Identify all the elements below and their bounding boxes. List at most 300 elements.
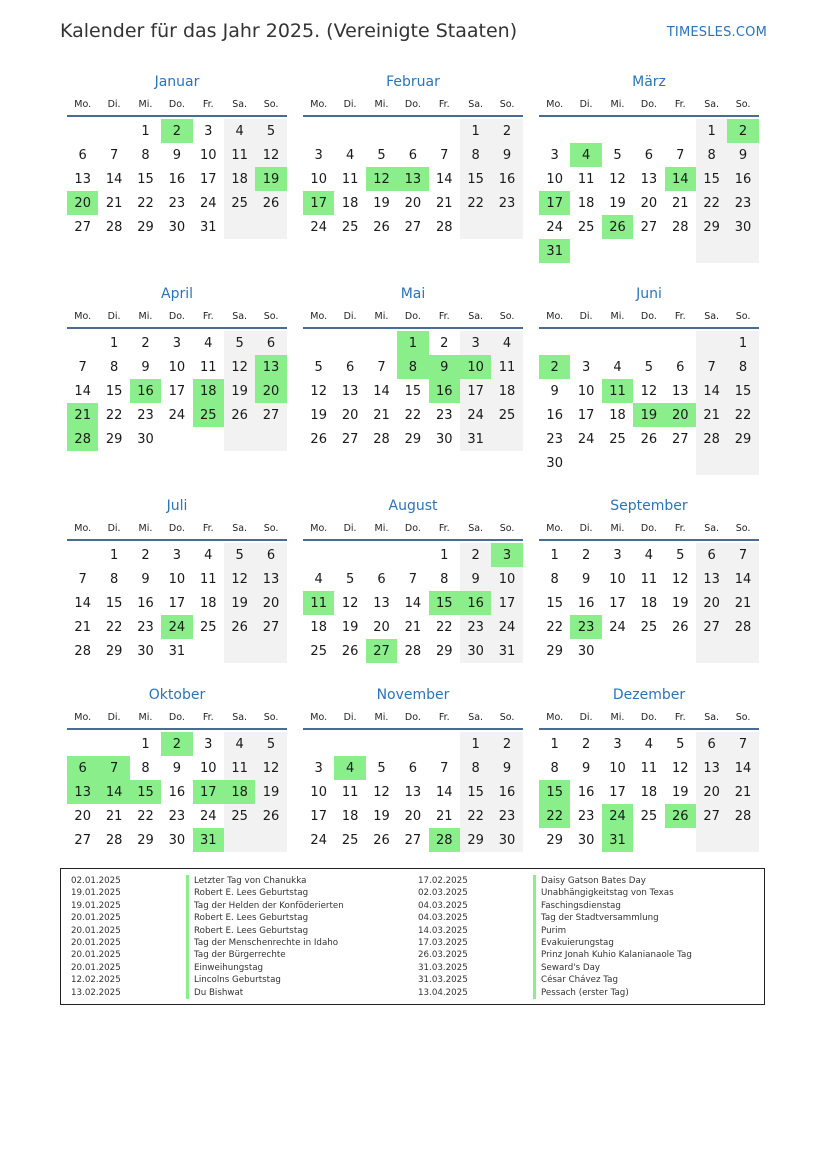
day-cell: 25 [609, 431, 626, 447]
weekday-label: So. [499, 311, 515, 322]
day-cell: 14 [696, 379, 727, 403]
day-cell: 16 [168, 171, 186, 187]
day-cell: 9 [581, 571, 591, 587]
day-cell: 15 [137, 171, 154, 187]
holiday-date: 04.03.2025 [418, 913, 468, 924]
day-cell: 20 [255, 379, 286, 403]
day-cell: 26 [665, 804, 696, 828]
weekday-label: Di. [343, 523, 357, 534]
empty-day-cell [303, 732, 334, 756]
holiday-row [418, 925, 692, 937]
holiday-list-left [71, 875, 344, 999]
holiday-date: 31.03.2025 [418, 975, 468, 986]
holiday-name: César Chávez Tag [533, 974, 618, 986]
day-cell: 6 [67, 756, 98, 780]
day-cell: 30 [168, 219, 186, 235]
day-cell: 7 [78, 359, 87, 375]
weekday-label: Sa. [468, 523, 484, 534]
month-februar [303, 72, 523, 239]
day-cell: 14 [404, 595, 422, 611]
empty-day-cell [665, 119, 696, 143]
day-grid [539, 543, 759, 663]
weekday-label: So. [735, 523, 751, 534]
day-cell: 11 [577, 171, 595, 187]
day-cell: 11 [341, 171, 359, 187]
day-cell: 29 [546, 832, 563, 848]
holiday-name: Evakuierungstag [533, 937, 614, 949]
months-grid [67, 72, 761, 862]
day-cell: 20 [404, 808, 422, 824]
day-cell: 25 [193, 403, 224, 427]
holiday-name: Purim [533, 925, 566, 937]
day-cell: 31 [539, 239, 570, 263]
month-name: November [376, 687, 450, 703]
day-cell: 3 [613, 547, 622, 563]
day-cell: 15 [460, 780, 491, 804]
day-cell: 18 [341, 195, 359, 211]
day-cell: 23 [460, 615, 491, 639]
day-cell: 30 [137, 643, 154, 659]
empty-day-cell [696, 639, 727, 663]
day-cell: 28 [671, 219, 689, 235]
day-cell: 25 [199, 619, 217, 635]
empty-day-cell [255, 215, 286, 239]
day-cell: 25 [491, 403, 522, 427]
day-cell: 6 [644, 147, 653, 163]
day-cell: 8 [440, 571, 449, 587]
day-cell: 24 [577, 431, 595, 447]
day-cell: 19 [255, 167, 286, 191]
day-cell: 21 [67, 403, 98, 427]
empty-day-cell [98, 119, 129, 143]
day-cell: 9 [141, 359, 150, 375]
day-cell: 1 [460, 732, 491, 756]
holiday-name: Tag der Helden der Konföderierten [186, 900, 344, 912]
empty-day-cell [161, 427, 192, 451]
month-mai [303, 284, 523, 451]
day-cell: 30 [577, 832, 595, 848]
day-cell: 28 [429, 828, 460, 852]
weekday-label: Fr. [438, 523, 450, 534]
holiday-date: 26.03.2025 [418, 950, 468, 961]
day-cell: 2 [161, 119, 192, 143]
day-cell: 22 [546, 619, 563, 635]
day-cell: 28 [74, 643, 91, 659]
weekday-label: Fr. [674, 523, 686, 534]
holiday-date: 19.01.2025 [71, 888, 121, 899]
empty-day-cell [491, 215, 522, 239]
empty-day-cell [570, 239, 601, 263]
day-cell: 15 [404, 383, 422, 399]
day-cell: 12 [609, 171, 626, 187]
day-cell: 5 [644, 359, 653, 375]
day-cell: 25 [224, 804, 255, 828]
holiday-row [71, 875, 344, 887]
weekday-label: Sa. [468, 712, 484, 723]
weekday-label: Fr. [438, 99, 450, 110]
empty-day-cell [570, 451, 601, 475]
weekday-label: Di. [579, 311, 593, 322]
day-cell: 16 [577, 784, 595, 800]
holiday-name: Tag der Stadtversammlung [533, 912, 659, 924]
month-name: Juni [636, 286, 662, 302]
day-cell: 5 [314, 359, 323, 375]
day-cell: 7 [98, 756, 129, 780]
day-cell: 4 [491, 331, 522, 355]
month-september [539, 496, 759, 663]
day-cell: 19 [671, 595, 689, 611]
day-cell: 7 [440, 760, 449, 776]
weekday-label: Mi. [138, 311, 153, 322]
day-cell: 10 [168, 359, 186, 375]
day-cell: 6 [78, 147, 87, 163]
weekday-header [67, 307, 287, 329]
day-cell: 20 [74, 808, 91, 824]
day-cell: 31 [193, 828, 224, 852]
day-cell: 4 [345, 147, 355, 163]
day-cell: 10 [310, 171, 327, 187]
day-cell: 28 [727, 804, 758, 828]
day-cell: 29 [727, 427, 758, 451]
day-cell: 22 [105, 407, 123, 423]
day-cell: 31 [491, 639, 522, 663]
holiday-row [71, 974, 344, 986]
day-cell: 10 [577, 383, 595, 399]
empty-day-cell [602, 331, 633, 355]
day-cell: 13 [404, 784, 422, 800]
day-cell: 20 [255, 591, 286, 615]
weekday-label: Do. [404, 99, 421, 110]
day-cell: 2 [161, 732, 192, 756]
day-cell: 9 [172, 760, 181, 776]
day-cell: 7 [377, 359, 386, 375]
day-cell: 5 [676, 547, 685, 563]
day-cell: 27 [255, 403, 286, 427]
empty-day-cell [397, 543, 428, 567]
day-cell: 12 [224, 567, 255, 591]
day-cell: 16 [168, 784, 186, 800]
empty-day-cell [397, 119, 428, 143]
empty-day-cell [303, 543, 334, 567]
holiday-date: 20.01.2025 [71, 962, 121, 973]
holiday-row [418, 937, 692, 949]
day-cell: 19 [310, 407, 327, 423]
holiday-name: Pessach (erster Tag) [533, 987, 629, 999]
day-cell: 30 [168, 832, 186, 848]
weekday-label: So. [263, 712, 279, 723]
day-cell: 9 [727, 143, 758, 167]
day-cell: 21 [105, 195, 123, 211]
day-cell: 24 [609, 619, 626, 635]
day-cell: 12 [255, 756, 286, 780]
weekday-label: Sa. [232, 99, 248, 110]
day-cell: 6 [696, 732, 727, 756]
day-cell: 9 [172, 147, 181, 163]
weekday-label: Fr. [202, 311, 214, 322]
day-cell: 15 [105, 595, 123, 611]
weekday-label: Fr. [438, 311, 450, 322]
weekday-label: Mi. [138, 523, 153, 534]
day-cell: 31 [168, 643, 186, 659]
day-cell: 1 [696, 119, 727, 143]
day-cell: 1 [141, 736, 150, 752]
weekday-label: Mo. [310, 523, 328, 534]
day-cell: 18 [609, 407, 626, 423]
month-name: März [632, 74, 666, 90]
day-cell: 5 [255, 732, 286, 756]
day-cell: 11 [341, 784, 359, 800]
empty-day-cell [303, 119, 334, 143]
day-cell: 18 [577, 195, 595, 211]
day-cell: 25 [640, 808, 658, 824]
weekday-label: Mi. [138, 99, 153, 110]
day-cell: 13 [671, 383, 689, 399]
day-cell: 18 [491, 379, 522, 403]
holiday-date: 20.01.2025 [71, 913, 121, 924]
day-cell: 2 [491, 732, 522, 756]
weekday-label: Mi. [610, 523, 625, 534]
month-name: Januar [154, 74, 200, 90]
day-cell: 6 [377, 571, 386, 587]
day-cell: 26 [671, 619, 689, 635]
weekday-header [539, 519, 759, 541]
day-cell: 28 [696, 427, 727, 451]
day-cell: 3 [172, 335, 181, 351]
empty-day-cell [98, 732, 129, 756]
day-cell: 24 [199, 808, 217, 824]
day-cell: 24 [460, 403, 491, 427]
day-cell: 29 [460, 828, 491, 852]
day-cell: 7 [696, 355, 727, 379]
day-cell: 20 [665, 403, 696, 427]
day-cell: 11 [640, 571, 658, 587]
day-cell: 13 [74, 171, 91, 187]
day-cell: 26 [373, 219, 390, 235]
day-cell: 8 [727, 355, 758, 379]
weekday-label: Sa. [232, 311, 248, 322]
day-cell: 26 [255, 804, 286, 828]
holiday-row [418, 949, 692, 961]
day-cell: 4 [644, 736, 653, 752]
weekday-label: Do. [640, 712, 657, 723]
day-cell: 4 [314, 571, 323, 587]
day-cell: 8 [696, 143, 727, 167]
day-cell: 15 [727, 379, 758, 403]
day-cell: 27 [640, 219, 658, 235]
weekday-label: Mi. [610, 712, 625, 723]
month-juni [539, 284, 759, 475]
day-cell: 18 [224, 780, 255, 804]
empty-day-cell [429, 732, 460, 756]
holiday-row [418, 887, 692, 899]
day-cell: 19 [633, 403, 664, 427]
weekday-label: Mo. [546, 712, 564, 723]
day-cell: 22 [435, 619, 453, 635]
month-name: Februar [386, 74, 440, 90]
day-cell: 10 [168, 571, 186, 587]
day-cell: 12 [640, 383, 658, 399]
day-cell: 24 [161, 615, 192, 639]
day-cell: 24 [168, 407, 186, 423]
day-cell: 17 [168, 595, 186, 611]
holiday-name: Robert E. Lees Geburtstag [186, 925, 308, 937]
holiday-name: Lincolns Geburtstag [186, 974, 281, 986]
day-cell: 8 [109, 571, 119, 587]
day-cell: 23 [570, 615, 601, 639]
day-cell: 21 [671, 195, 689, 211]
weekday-label: Mo. [74, 99, 92, 110]
weekday-label: Di. [343, 99, 357, 110]
day-cell: 29 [137, 219, 154, 235]
empty-day-cell [193, 639, 224, 663]
day-cell: 22 [539, 804, 570, 828]
weekday-header [303, 95, 523, 117]
holiday-date: 02.01.2025 [71, 876, 121, 886]
holiday-row [71, 912, 344, 924]
day-cell: 15 [105, 383, 123, 399]
weekday-label: Mo. [310, 712, 328, 723]
empty-day-cell [491, 427, 522, 451]
day-cell: 22 [460, 804, 491, 828]
day-grid [539, 331, 759, 475]
empty-day-cell [665, 828, 696, 852]
day-cell: 10 [460, 355, 491, 379]
empty-day-cell [602, 639, 633, 663]
day-cell: 1 [109, 547, 119, 563]
day-cell: 13 [397, 167, 428, 191]
day-cell: 21 [727, 591, 758, 615]
day-cell: 14 [727, 567, 758, 591]
weekday-label: Sa. [468, 99, 484, 110]
holiday-name: Tag der Menschenrechte in Idaho [186, 937, 338, 949]
empty-day-cell [67, 331, 98, 355]
day-grid [67, 119, 287, 239]
day-cell: 10 [546, 171, 563, 187]
day-cell: 8 [397, 355, 428, 379]
holiday-date: 13.04.2025 [418, 987, 468, 998]
day-cell: 3 [581, 359, 591, 375]
day-cell: 17 [193, 780, 224, 804]
empty-day-cell [696, 828, 727, 852]
day-cell: 7 [440, 147, 449, 163]
weekday-label: Di. [107, 311, 121, 322]
day-cell: 21 [727, 780, 758, 804]
month-august [303, 496, 523, 663]
day-cell: 28 [404, 643, 422, 659]
day-cell: 26 [255, 191, 286, 215]
month-name: Dezember [612, 687, 686, 703]
holiday-row [71, 937, 344, 949]
month-november [303, 685, 523, 852]
weekday-label: So. [735, 99, 751, 110]
empty-day-cell [366, 119, 397, 143]
day-cell: 7 [109, 147, 119, 163]
holiday-date: 20.01.2025 [71, 925, 121, 936]
weekday-label: Do. [640, 311, 657, 322]
day-cell: 28 [435, 219, 453, 235]
weekday-label: Sa. [704, 712, 720, 723]
day-cell: 14 [98, 780, 129, 804]
day-cell: 24 [199, 195, 217, 211]
holiday-date: 17.03.2025 [418, 937, 468, 948]
day-cell: 14 [435, 171, 453, 187]
weekday-label: Di. [107, 712, 121, 723]
weekday-label: So. [499, 523, 515, 534]
day-cell: 22 [696, 191, 727, 215]
day-grid [67, 331, 287, 451]
day-cell: 1 [727, 331, 758, 355]
day-cell: 7 [408, 571, 417, 587]
day-cell: 27 [671, 431, 689, 447]
brand-link[interactable]: TIMESLES.COM [666, 25, 767, 40]
weekday-label: Do. [404, 712, 421, 723]
holiday-date: 20.01.2025 [71, 937, 121, 948]
day-grid [67, 732, 287, 852]
day-cell: 16 [546, 407, 563, 423]
day-cell: 13 [640, 171, 658, 187]
weekday-label: Fr. [202, 523, 214, 534]
day-cell: 15 [130, 780, 161, 804]
day-cell: 8 [460, 756, 491, 780]
day-cell: 4 [204, 547, 213, 563]
weekday-label: Di. [107, 99, 121, 110]
day-cell: 11 [224, 143, 255, 167]
weekday-label: So. [735, 311, 751, 322]
day-cell: 30 [137, 431, 154, 447]
day-cell: 9 [581, 760, 591, 776]
empty-day-cell [633, 239, 664, 263]
day-cell: 12 [366, 167, 397, 191]
day-cell: 29 [105, 643, 123, 659]
day-cell: 29 [137, 832, 154, 848]
weekday-label: So. [499, 99, 515, 110]
empty-day-cell [67, 732, 98, 756]
weekday-label: So. [735, 712, 751, 723]
day-cell: 16 [130, 379, 161, 403]
day-cell: 16 [429, 379, 460, 403]
empty-day-cell [633, 331, 664, 355]
day-cell: 8 [141, 147, 150, 163]
day-cell: 26 [224, 615, 255, 639]
day-cell: 16 [460, 591, 491, 615]
day-cell: 14 [665, 167, 696, 191]
empty-day-cell [334, 543, 365, 567]
month-märz [539, 72, 759, 263]
day-cell: 2 [581, 547, 591, 563]
weekday-label: Mo. [310, 99, 328, 110]
day-cell: 21 [74, 619, 91, 635]
day-cell: 28 [67, 427, 98, 451]
day-cell: 5 [377, 760, 386, 776]
day-cell: 13 [67, 780, 98, 804]
day-cell: 3 [314, 760, 323, 776]
empty-day-cell [366, 331, 397, 355]
weekday-label: Mi. [374, 712, 389, 723]
day-cell: 22 [727, 403, 758, 427]
weekday-label: Fr. [674, 311, 686, 322]
day-cell: 13 [255, 567, 286, 591]
day-cell: 2 [460, 543, 491, 567]
weekday-label: Sa. [704, 99, 720, 110]
day-cell: 18 [224, 167, 255, 191]
day-cell: 5 [676, 736, 685, 752]
day-cell: 27 [404, 832, 422, 848]
day-cell: 17 [303, 191, 334, 215]
weekday-label: Sa. [704, 311, 720, 322]
day-cell: 28 [727, 615, 758, 639]
weekday-label: Mi. [610, 311, 625, 322]
day-cell: 17 [460, 379, 491, 403]
